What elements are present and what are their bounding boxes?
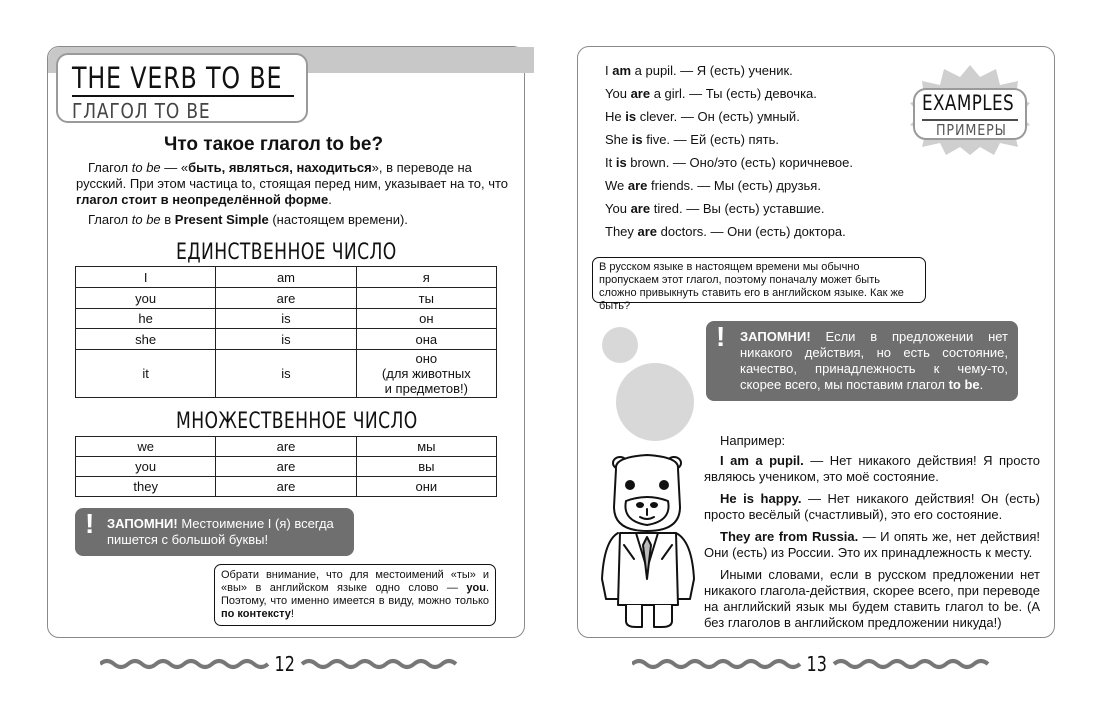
plural-heading: МНОЖЕСТВЕННОЕ ЧИСЛО [176,409,418,434]
explanation-3 [704,529,1040,561]
text-run: clever. — Он (есть) умный. [636,109,800,124]
exclamation-icon: ! [716,321,726,352]
right-footer [632,652,1002,676]
section-heading: Что такое глагол to be? [164,134,384,155]
example-line [605,63,793,78]
text-run: doctors. — Они (есть) доктора. [657,224,846,239]
text-run: We [605,178,628,193]
text-run: is [615,155,627,170]
table-cell: am [216,267,356,288]
tip-text [107,516,347,548]
right-page [577,46,1055,638]
text-run: глагол стоит в неопределённой форме [76,192,329,207]
text-run: are [630,86,651,101]
tip-label: ЗАПОМНИ! [740,329,811,344]
table-row [76,350,497,398]
text-run: He [605,109,626,124]
page-number: 13 [806,652,827,676]
page-title: THE VERB TO BE [72,61,283,95]
table-cell: we [76,437,216,457]
remember-tip [75,508,354,556]
text-run: (настоящем времени). [268,212,408,227]
text-run: is [625,109,637,124]
table-cell: is [216,329,356,350]
tip-label: ЗАПОМНИ! [107,516,178,531]
text-run: is [631,132,643,147]
page-subtitle: ГЛАГОЛ TO BE [72,99,211,123]
text-run: You [605,86,631,101]
text-run: Глагол [88,212,132,227]
text-run: are [637,224,658,239]
text-run: Обрати внимание, что для местоимений «ты» и «вы» в английском языке одно слово — [221,569,489,594]
table-cell: is [216,309,356,329]
example-intro: Например: [720,433,786,448]
text-run: brown. — Оно/это (есть) коричневое. [626,155,853,170]
table-cell: are [216,437,356,457]
note-box [592,257,926,312]
text-run: a girl. — Ты (есть) девочка. [650,86,817,101]
remember-tip [706,321,1018,401]
exclamation-icon: ! [85,508,95,539]
table-cell: вы [356,457,496,477]
text-run: tired. — Вы (есть) уставшие. [650,201,825,216]
text-run: are [627,178,648,193]
table-cell: she [76,329,216,350]
table-cell: I [76,267,216,288]
text-run: . Поэтому, что именно имеется в виду, можно только [221,582,489,607]
decor-circle-large [616,363,694,441]
plural-table [75,436,497,497]
explanation-2 [704,491,1040,523]
text-run: ! [290,608,294,620]
badge-title: EXAMPLES [922,91,1015,115]
table-cell: are [216,288,356,309]
table-row [76,329,497,350]
text-run: — И опять же, нет действия! Они (есть) из России. Это их принадлежность к месту. [704,529,1041,560]
table-cell: оно (для животных и предметов!) [356,350,496,398]
present-simple-paragraph [76,212,522,228]
examples-badge [908,63,1032,155]
example-line [605,155,853,170]
table-cell: are [216,477,356,497]
text-run: Если в предложении нет никакого действия, но есть состояние, качество, принадлежность к чему-то, скорее всего, мы поставим глагол [740,329,1008,392]
singular-heading: ЕДИНСТВЕННОЕ ЧИСЛО [176,240,397,265]
table-cell: ты [356,288,496,309]
table-cell: мы [356,437,496,457]
text-run: She [605,132,632,147]
table-cell: is [216,350,356,398]
table-row [76,457,497,477]
text-run: быть, являться, находиться [188,160,372,175]
example-line [605,201,825,216]
text-run: . [328,192,332,207]
text-run: в [160,212,175,227]
example-line [605,86,817,101]
example-line [605,109,800,124]
intro-paragraph [76,160,510,208]
table-cell: it [76,350,216,398]
text-run: five. — Ей (есть) пять. [642,132,779,147]
text-run: It [605,155,616,170]
text-run: I am a pupil. [720,453,804,468]
explanation-1 [704,453,1040,485]
table-cell: they [76,477,216,497]
text-run: You [605,201,631,216]
note-text [215,565,495,625]
text-run: They are from Russia. [720,529,859,544]
text-run: am [612,63,632,78]
text-run: to be [948,377,980,392]
page-number: 12 [274,652,295,676]
text-run: I [605,63,613,78]
text-run: », в переводе на русский. При этом частица to, стоящая перед ним, указывает на то, что [76,160,509,191]
table-cell: она [356,329,496,350]
table-row [76,267,497,288]
text-run: to be [131,212,161,227]
title-divider [72,95,294,97]
example-line [605,178,821,193]
decor-circle-small [602,327,638,363]
text-run: a pupil. — Я (есть) ученик. [631,63,793,78]
text-run: you [466,582,486,594]
table-cell: are [216,457,356,477]
table-cell: you [76,288,216,309]
singular-table [75,266,497,398]
text-run: — « [160,160,189,175]
left-page [47,46,525,638]
table-row [76,288,497,309]
text-run: to be [131,160,161,175]
badge-subtitle: ПРИМЕРЫ [936,121,1007,139]
text-run: Глагол [88,160,132,175]
text-run: — Нет никакого действия! Я просто являюсь учеником, это моё состояние. [704,453,1041,484]
table-cell: они [356,477,496,497]
conclusion-paragraph: Иными словами, если в русском предложении нет никакого глагола-действия, скорее всего, при переводе на английский язык мы будем ставить глагол to be. (А без глаголов в английском предложении никуда!) [704,567,1040,630]
text-run: — Нет никакого действия! Он (есть) просто весёлый (счастливый), это его состояние. [704,491,1040,522]
example-line [605,224,846,239]
table-cell: он [356,309,496,329]
left-footer [100,652,470,676]
text-run: are [630,201,651,216]
table-row [76,309,497,329]
note-box [214,564,496,626]
capybara-illustration [596,449,700,631]
text-run: Present Simple [174,212,269,227]
table-row [76,437,497,457]
text-run: Местоимение I (я) всегда пишется с большой буквы! [107,516,334,547]
text-run: по контексту [221,608,291,620]
table-cell: he [76,309,216,329]
text-run: He is happy. [720,491,802,506]
text-run: . [979,377,984,392]
text-run: friends. — Мы (есть) друзья. [647,178,821,193]
table-cell: я [356,267,496,288]
text-run: They [605,224,638,239]
table-row [76,477,497,497]
note-text: В русском языке в настоящем времени мы обычно пропускаем этот глагол, поэтому поначалу может быть сложно привыкнуть ставить его в английском языке. Как же быть? [599,261,904,312]
table-cell: you [76,457,216,477]
title-box [56,53,308,123]
tip-text [740,329,1008,393]
example-line [605,132,779,147]
